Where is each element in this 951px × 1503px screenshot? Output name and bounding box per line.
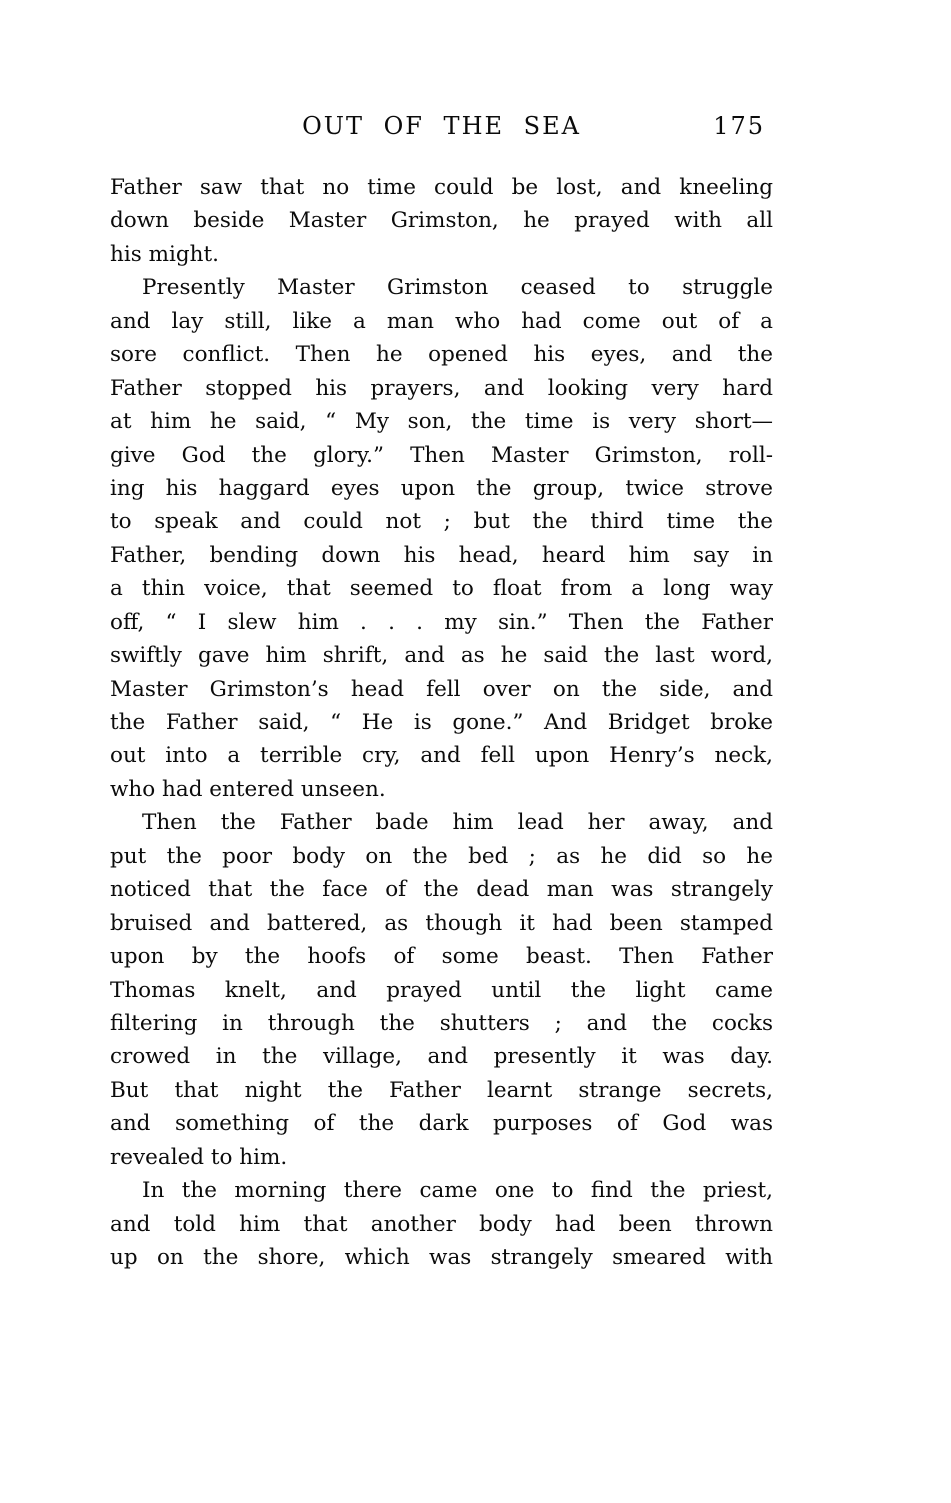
text-line: Presently Master Grimston ceased to struggle xyxy=(142,275,773,301)
text-line: revealed to him. xyxy=(110,1144,288,1170)
text-line: noticed that the face of the dead man was strangely xyxy=(110,877,773,903)
text-line: out into a terrible cry, and fell upon Henry’s neck, xyxy=(110,743,773,769)
text-line: at him he said, “ My son, the time is very short— xyxy=(110,409,773,435)
text-line: Father, bending down his head, heard him say in xyxy=(110,542,773,568)
text-line: to speak and could not ; but the third time the xyxy=(110,509,773,535)
page-body-text xyxy=(110,171,773,1274)
text-line: and lay still, like a man who had come out of a xyxy=(110,308,773,334)
text-line: bruised and battered, as though it had been stamped xyxy=(110,910,773,936)
text-line: Thomas knelt, and prayed until the light came xyxy=(110,977,773,1003)
text-line: upon by the hoofs of some beast. Then Father xyxy=(110,944,773,970)
text-line: off, “ I slew him . . . my sin.” Then the Father xyxy=(110,609,773,635)
text-line: In the morning there came one to find the priest, xyxy=(142,1178,773,1204)
text-line: filtering in through the shutters ; and the cocks xyxy=(110,1010,773,1036)
text-line: down beside Master Grimston, he prayed with all xyxy=(110,208,773,234)
text-line: ing his haggard eyes upon the group, twice strove xyxy=(110,475,773,501)
text-line: Father stopped his prayers, and looking very hard xyxy=(110,375,773,401)
text-line: up on the shore, which was strangely smeared with xyxy=(110,1245,773,1270)
text-line: Master Grimston’s head fell over on the side, and xyxy=(110,676,773,702)
text-line: a thin voice, that seemed to float from a long way xyxy=(110,576,773,602)
text-line: sore conflict. Then he opened his eyes, and the xyxy=(110,342,773,368)
text-line: Father saw that no time could be lost, and kneeling xyxy=(110,175,773,200)
text-line: and told him that another body had been thrown xyxy=(110,1211,773,1237)
text-block xyxy=(110,112,773,1274)
text-line: But that night the Father learnt strange secrets, xyxy=(110,1077,773,1103)
text-line: give God the glory.” Then Master Grimston, roll- xyxy=(110,442,773,468)
text-line: and something of the dark purposes of God was xyxy=(110,1111,773,1137)
text-line: swiftly gave him shrift, and as he said the last word, xyxy=(110,643,773,669)
page-header xyxy=(110,112,773,140)
running-header-title: OUT OF THE SEA xyxy=(302,112,581,140)
text-line: crowed in the village, and presently it was day. xyxy=(110,1044,773,1070)
text-line: put the poor body on the bed ; as he did so he xyxy=(110,843,773,869)
text-line: the Father said, “ He is gone.” And Bridget broke xyxy=(110,710,773,735)
text-line: who had entered unseen. xyxy=(110,776,386,802)
text-line: his might. xyxy=(110,241,219,267)
text-line: Then the Father bade him lead her away, and xyxy=(142,810,773,836)
page-number: 175 xyxy=(713,112,765,140)
